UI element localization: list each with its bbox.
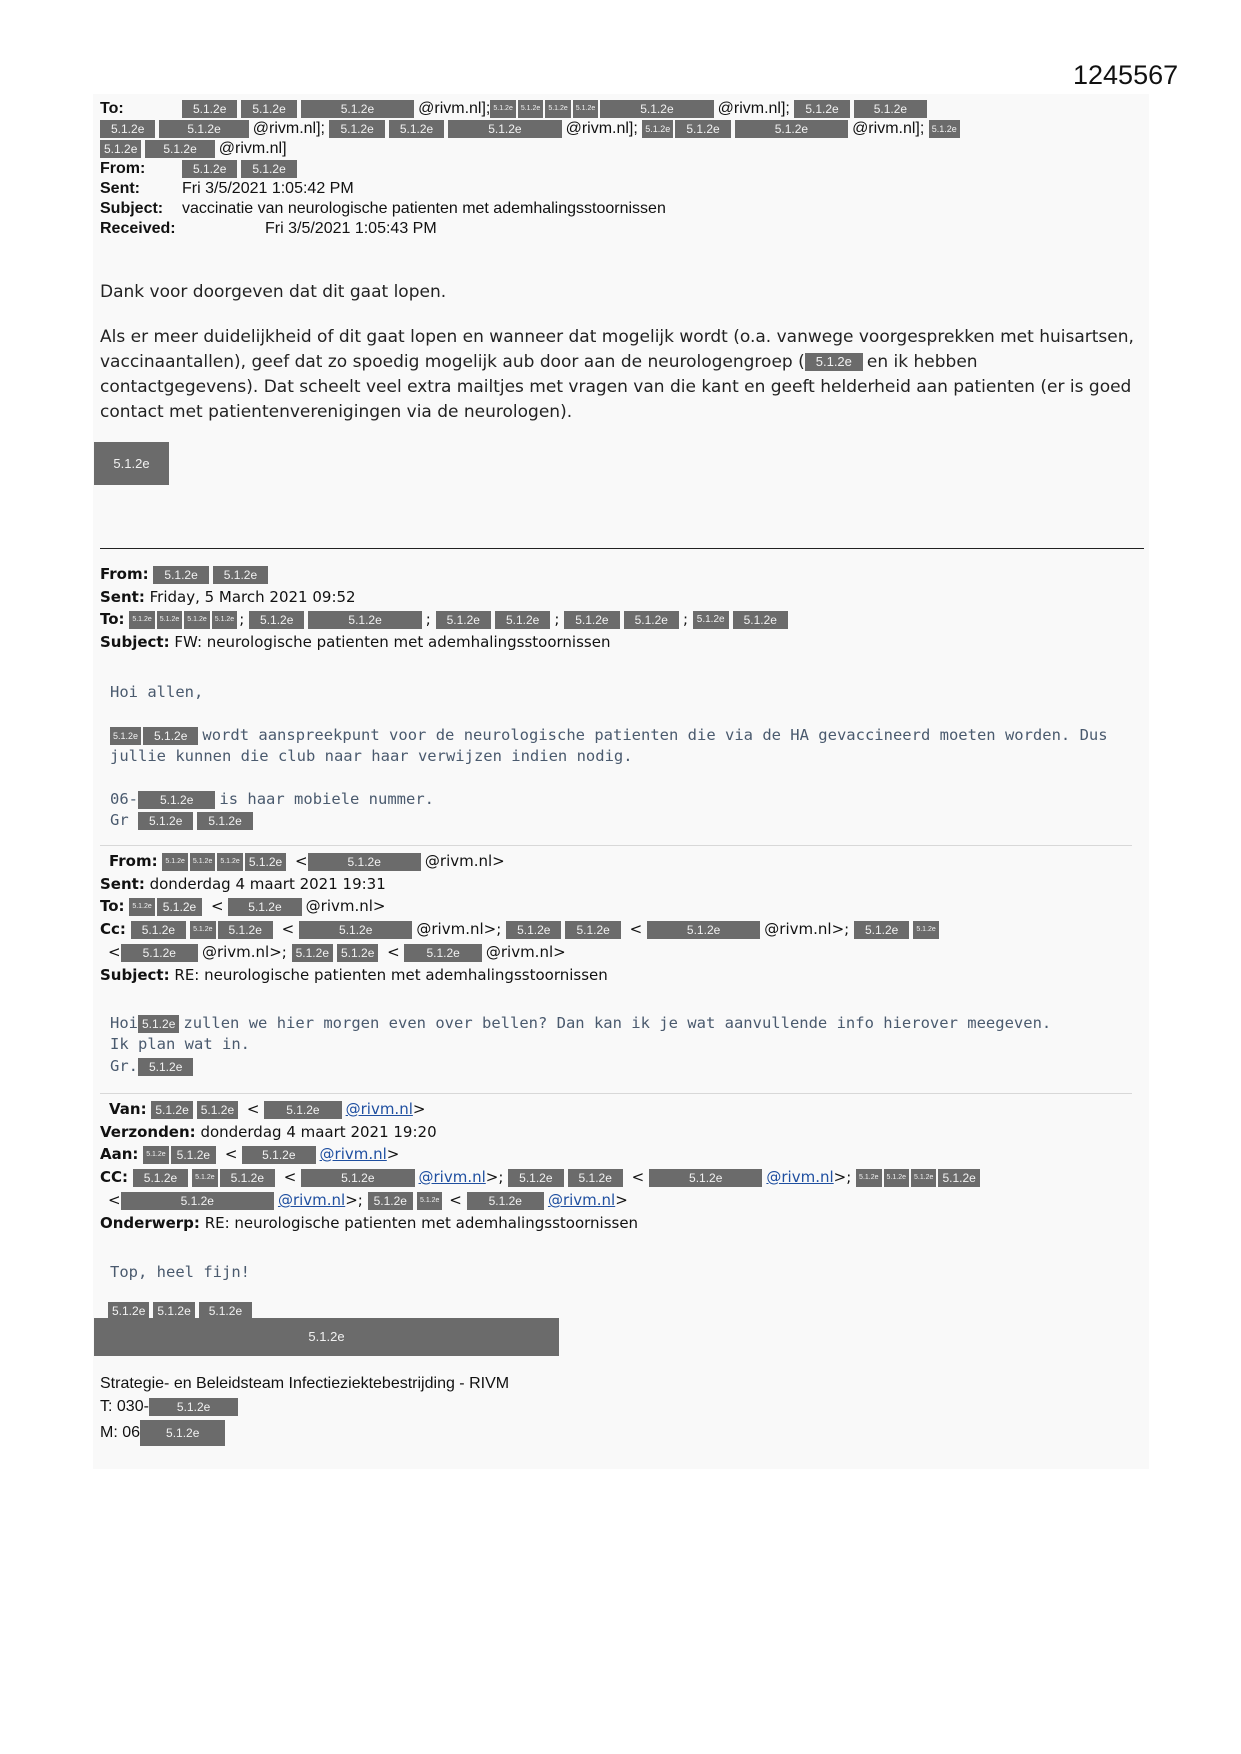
redacted-text: 5.1.2e [518,100,543,118]
redacted-text: 5.1.2e [100,140,141,158]
redacted-text: 5.1.2e [151,1101,192,1119]
redacted-text: 5.1.2e [182,160,237,178]
sent-label: Sent: [100,180,140,197]
subject-text: RE: neurologische patienten met ademhalingsstoornissen [174,966,608,984]
redacted-text: 5.1.2e [143,1146,168,1164]
email-domain: @rivm.nl]; [717,100,790,117]
redacted-text: 5.1.2e [299,921,412,939]
redacted-text: 5.1.2e [129,898,154,916]
to-label: To: [100,897,125,915]
email2-sent-line [100,586,356,608]
email3-closing [110,1056,197,1077]
subject-label: Subject: [100,200,164,217]
redacted-text: 5.1.2e [938,1169,979,1187]
email-domain: @rivm.nl>; [416,920,502,938]
redacted-text: 5.1.2e [490,100,515,118]
redacted-text: 5.1.2e [854,921,909,939]
email1-received-line [100,219,437,239]
redacted-text: 5.1.2e [197,812,252,830]
redacted-text: 5.1.2e [157,611,182,629]
to-label: To: [100,610,125,628]
signature-mobile [100,1420,229,1446]
closing-text: Gr [110,811,129,829]
redacted-text: 5.1.2e [564,611,619,629]
email4-sent-line [100,1121,437,1143]
redacted-text: 5.1.2e [242,1146,315,1164]
signature-phone [100,1396,242,1418]
body-text: is haar mobiele nummer. [219,790,435,808]
body-text: zullen we hier morgen even over bellen? Dan kan ik je wat aanvullende info hierover meegeven. [183,1014,1052,1032]
email3-line-2: Ik plan wat in. [110,1035,250,1053]
redacted-text: 5.1.2e [159,120,248,138]
phone-prefix: T: 030- [100,1398,149,1415]
redacted-text: 5.1.2e [245,853,286,871]
redacted-text: 5.1.2e [308,611,421,629]
redacted-text: 5.1.2e [220,1169,275,1187]
closing-text: Gr. [110,1057,138,1075]
subject-label: Subject: [100,633,170,651]
redacted-text: 5.1.2e [929,120,960,138]
redacted-text: 5.1.2e [190,853,215,871]
cc-label: Cc: [100,920,126,938]
email2-closing [110,810,257,831]
redacted-text: 5.1.2e [184,611,209,629]
redacted-text: 5.1.2e [153,1302,194,1320]
email-link[interactable]: @rivm.nl [547,1191,616,1209]
redacted-signature-block: 5.1.2e [94,1318,559,1356]
from-label: From: [109,852,158,870]
redacted-text: 5.1.2e [301,100,414,118]
redacted-text: 5.1.2e [856,1169,881,1187]
email4-cc-line-1: CC: 5.1.2e 5.1.2e 5.1.2e < 5.1.2e @rivm.nl>; 5.1.2e 5.1.2e < 5.1.2e @rivm.nl>; 5.1.2e 5.1.2e 5.1.2e 5.1.2e [100,1166,984,1188]
redacted-text: 5.1.2e [404,944,481,962]
from-label: From: [100,160,146,177]
email4-subject-line [100,1212,638,1234]
redacted-text: 5.1.2e [735,120,848,138]
email2-line-1 [110,725,1108,746]
email3-cc-line-1: Cc: 5.1.2e 5.1.2e 5.1.2e < 5.1.2e @rivm.nl>; 5.1.2e 5.1.2e < 5.1.2e @rivm.nl>; 5.1.2e 5.1.2e [100,918,941,940]
to-label: To: [100,100,124,117]
subject-text: vaccinatie van neurologische patienten met ademhalingsstoornissen [182,200,666,217]
redacted-text: 5.1.2e [805,353,863,371]
redacted-text: 5.1.2e [675,120,730,138]
redacted-text: 5.1.2e [100,120,155,138]
email2-phone-line [110,789,434,810]
redacted-text: 5.1.2e [192,1169,217,1187]
email4-body: Top, heel fijn! [110,1263,250,1281]
email1-from-line [100,159,301,179]
email2-greeting: Hoi allen, [110,683,204,701]
body-paragraph [100,325,1140,425]
sent-date: Friday, 5 March 2021 09:52 [149,588,356,606]
redacted-text: 5.1.2e [213,566,268,584]
mobile-prefix: M: 06 [100,1424,141,1442]
subject-text: RE: neurologische patienten met ademhalingsstoornissen [204,1214,639,1232]
redacted-text: 5.1.2e [913,921,938,939]
email1-body [100,280,1140,425]
email-link[interactable]: @rivm.nl [418,1168,486,1186]
to-label: Aan: [100,1145,139,1163]
divider-line [100,1093,1132,1094]
redacted-text: 5.1.2e [121,944,198,962]
cc-label: CC: [100,1168,129,1186]
redacted-text: 5.1.2e [110,727,141,745]
email-domain: @rivm.nl]; [252,120,325,137]
redacted-text: 5.1.2e [854,100,927,118]
email-link[interactable]: @rivm.nl [277,1191,346,1209]
body-text: Hoi [110,1014,138,1032]
email3-subject-line [100,964,608,986]
sent-label: Sent: [100,588,145,606]
redacted-text: 5.1.2e [647,921,760,939]
email4-to-line: Aan: 5.1.2e 5.1.2e < 5.1.2e @rivm.nl> [100,1145,400,1163]
sent-date: donderdag 4 maart 2021 19:31 [149,875,386,893]
email-domain: @rivm.nl]; [852,120,925,137]
redacted-text: 5.1.2e [138,1058,193,1076]
redacted-text: 5.1.2e [217,853,242,871]
divider-line [100,548,1144,549]
sent-date: donderdag 4 maart 2021 19:20 [200,1123,437,1141]
redacted-text: 5.1.2e [733,611,788,629]
sent-label: Sent: [100,875,145,893]
email1-sent-line [100,179,354,199]
redacted-text: 5.1.2e [197,1101,238,1119]
redacted-text: 5.1.2e [649,1169,762,1187]
redacted-text: 5.1.2e [190,921,215,939]
redacted-text: 5.1.2e [138,791,215,809]
redacted-text: 5.1.2e [153,566,208,584]
redacted-text: 5.1.2e [337,944,378,962]
redacted-text: 5.1.2e [131,921,186,939]
body-text: Als er meer duidelijkheid of dit gaat lopen en wanneer dat mogelijk wordt (o.a. vanwege voorgesprekken met huisartsen, vaccinaantallen), geef dat zo spoedig mogelijk aub door aan de neurologengroep ( [100,327,1134,372]
received-label: Received: [100,220,176,237]
from-label: From: [100,565,149,583]
body-text: en ik hebben contactgegevens). Dat scheelt veel extra mailtjes met vragen van die kant en geeft helderheid aan patienten (er is goed contact met patientenverenigingen via de neurologen). [100,352,1132,422]
email1-to-line-1 [100,99,931,119]
signature-team: Strategie- en Beleidsteam Infectieziektebestrijding - RIVM [100,1375,510,1392]
redacted-text: 5.1.2e [506,921,561,939]
redacted-text: 5.1.2e [140,1420,225,1446]
redacted-text: 5.1.2e [693,611,729,629]
redacted-text: 5.1.2e [642,120,673,138]
email3-to-line: To: 5.1.2e 5.1.2e < 5.1.2e @rivm.nl> [100,897,386,915]
email-domain: @rivm.nl> [485,943,566,961]
redacted-text: 5.1.2e [467,1192,544,1210]
redacted-text: 5.1.2e [301,1169,414,1187]
email-link[interactable]: @rivm.nl [319,1145,387,1163]
redacted-text: 5.1.2e [129,611,154,629]
redacted-text: 5.1.2e [157,898,202,916]
subject-label: Onderwerp: [100,1214,200,1232]
email-domain: @rivm.nl>; [764,920,850,938]
redacted-text: 5.1.2e [448,120,561,138]
redacted-text: 5.1.2e [264,1101,341,1119]
redacted-text: 5.1.2e [212,611,237,629]
email1-to-line-2 [100,119,962,139]
redacted-text: 5.1.2e [508,1169,563,1187]
email1-to-line-3 [100,139,287,159]
redacted-text: 5.1.2e [182,100,237,118]
redacted-text: 5.1.2e [308,853,421,871]
redacted-text: 5.1.2e [241,100,296,118]
redacted-text: 5.1.2e [884,1169,909,1187]
email3-from-line: From: 5.1.2e 5.1.2e 5.1.2e 5.1.2e < 5.1.2e @rivm.nl> [109,852,505,870]
redacted-text: 5.1.2e [794,100,849,118]
email-link[interactable]: @rivm.nl [766,1168,834,1186]
email3-line-1 [110,1013,1051,1034]
redacted-text: 5.1.2e [568,1169,623,1187]
redacted-text: 5.1.2e [495,611,550,629]
email-domain: @rivm.nl] [218,140,287,157]
from-label: Van: [109,1100,147,1118]
divider-line [100,845,1132,846]
email4-from-line: Van: 5.1.2e 5.1.2e < 5.1.2e @rivm.nl> [109,1100,426,1118]
body-text: wordt aanspreekpunt voor de neurologische patienten die via de HA gevaccineerd moeten worden. Dus [202,726,1108,744]
redacted-text: 5.1.2e [241,160,296,178]
document-id: 1245567 [1073,60,1179,90]
body-paragraph: Dank voor doorgeven dat dit gaat lopen. [100,282,447,302]
email-domain: @rivm.nl> [424,852,505,870]
redacted-text: 5.1.2e [121,1192,274,1210]
email-domain: @rivm.nl> [305,897,386,915]
redacted-signature: 5.1.2e [94,442,169,485]
redacted-text: 5.1.2e [133,1169,188,1187]
email2-subject-line [100,631,610,653]
sent-label: Verzonden: [100,1123,196,1141]
redacted-text: 5.1.2e [911,1169,936,1187]
redacted-text: 5.1.2e [249,611,304,629]
redacted-text: 5.1.2e [368,1192,413,1210]
redacted-text: 5.1.2e [417,1192,442,1210]
redacted-text: 5.1.2e [436,611,491,629]
redacted-text: 5.1.2e [162,853,187,871]
email1-subject-line [100,199,666,219]
redacted-text: 5.1.2e [138,812,193,830]
email-domain: @rivm.nl>; [201,943,287,961]
email-link[interactable]: @rivm.nl [345,1100,413,1118]
email3-cc-line-2: < 5.1.2e @rivm.nl>; 5.1.2e 5.1.2e < 5.1.2e @rivm.nl> [108,943,566,961]
redacted-text: 5.1.2e [108,1302,149,1320]
email3-sent-line [100,873,386,895]
redacted-text: 5.1.2e [545,100,570,118]
phone-prefix: 06- [110,790,138,808]
email-domain: @rivm.nl]; [565,120,638,137]
subject-text: FW: neurologische patienten met ademhalingsstoornissen [174,633,611,651]
redacted-text: 5.1.2e [565,921,620,939]
redacted-text: 5.1.2e [145,140,214,158]
redacted-text: 5.1.2e [389,120,444,138]
redacted-text: 5.1.2e [228,898,301,916]
redacted-text: 5.1.2e [149,1398,238,1416]
redacted-text: 5.1.2e [138,1015,179,1033]
subject-label: Subject: [100,966,170,984]
redacted-text: 5.1.2e [199,1302,252,1320]
redacted-text: 5.1.2e [573,100,598,118]
redacted-text: 5.1.2e [329,120,384,138]
redacted-text: 5.1.2e [624,611,679,629]
redacted-text: 5.1.2e [171,1146,216,1164]
redacted-text: 5.1.2e [143,727,198,745]
redacted-text: 5.1.2e [600,100,713,118]
email-domain: @rivm.nl]; [418,100,491,117]
redacted-text: 5.1.2e [292,944,333,962]
redacted-text: 5.1.2e [218,921,273,939]
received-date: Fri 3/5/2021 1:05:43 PM [265,220,437,237]
sent-date: Fri 3/5/2021 1:05:42 PM [182,180,354,197]
email2-line-2: jullie kunnen die club naar haar verwijzen indien nodig. [110,747,633,765]
email2-from-line [100,563,272,585]
email2-to-line: To: 5.1.2e 5.1.2e 5.1.2e 5.1.2e ; 5.1.2e 5.1.2e ; 5.1.2e 5.1.2e ; 5.1.2e 5.1.2e ; 5.1.2e 5.1.2e [100,608,792,630]
email4-cc-line-2: < 5.1.2e @rivm.nl>; 5.1.2e 5.1.2e < 5.1.2e @rivm.nl> [108,1191,628,1209]
